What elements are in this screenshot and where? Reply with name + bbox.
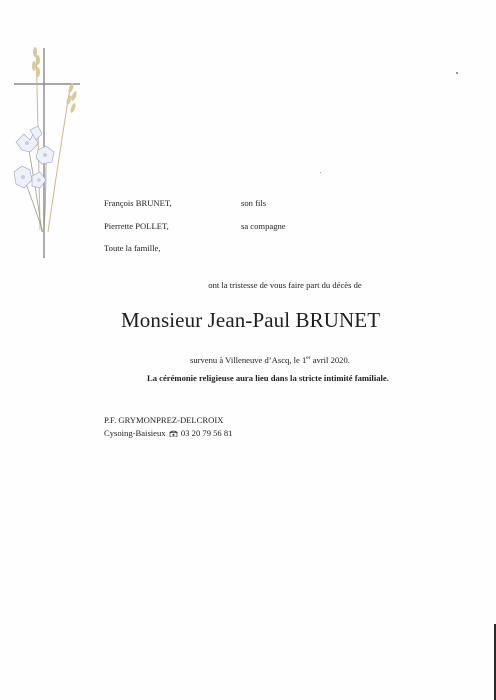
ceremony-notice: La cérémonie religieuse aura lieu dans la stricte intimité familiale. [147, 373, 389, 383]
death-details [190, 355, 350, 365]
family-member-name: François BRUNET, [104, 198, 172, 208]
telephone-icon [169, 430, 178, 437]
family-relation [241, 198, 266, 208]
family-row [104, 221, 169, 231]
ordinal-suffix: er [306, 355, 311, 362]
family-member-relation: sa compagne [241, 221, 286, 231]
announcement-intro: ont la tristesse de vous faire part du décès de [208, 280, 362, 290]
death-details-text: survenu à Villeneuve d’Ascq, le 1 [190, 355, 307, 365]
family-row [104, 198, 172, 208]
funeral-home-name: P.F. GRYMONPREZ-DELCROIX [104, 415, 224, 425]
family-member-name: Toute la famille, [104, 243, 161, 253]
family-relation [241, 221, 286, 231]
family-member-name: Pierrette POLLET, [104, 221, 169, 231]
funeral-home-city: Cysoing-Baisieux [104, 428, 166, 438]
cross-with-wheat-and-flowers-icon [0, 0, 100, 270]
funeral-home-contact [104, 428, 232, 438]
family-row [104, 243, 160, 253]
deceased-name: Monsieur Jean-Paul BRUNET [121, 308, 381, 332]
funeral-home-phone: 03 20 79 56 81 [180, 428, 233, 438]
page-speck [456, 72, 458, 74]
death-details-date: avril 2020. [310, 355, 350, 365]
family-member-relation: son fils [241, 198, 267, 208]
page-speck [320, 172, 321, 173]
